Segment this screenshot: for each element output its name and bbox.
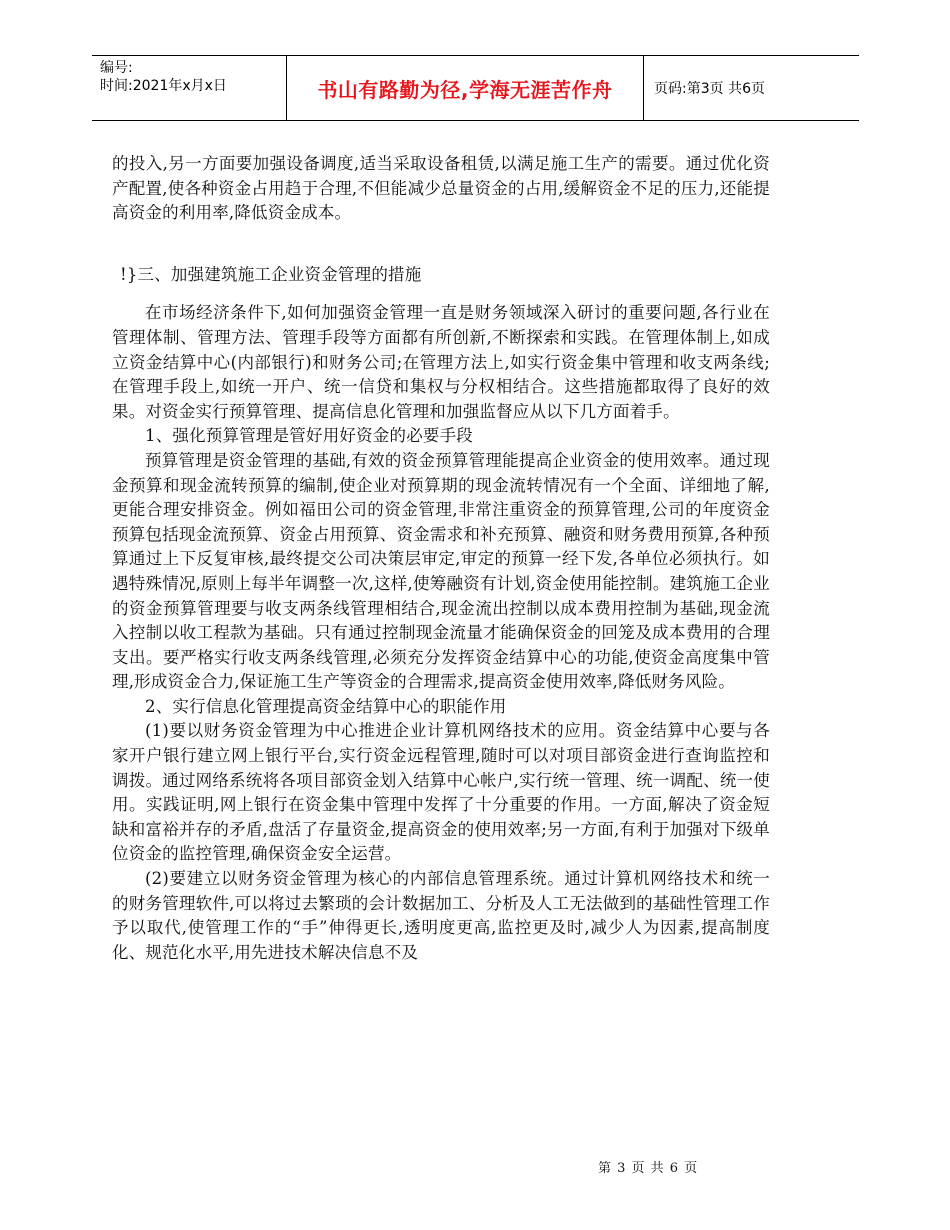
subheading-budget: 1、强化预算管理是管好用好资金的必要手段 — [145, 426, 473, 446]
header-meta — [92, 56, 286, 120]
document-time-label: 时间:2021年x月x日 — [100, 78, 227, 94]
document-body — [112, 152, 770, 965]
paragraph-network: (1)要以财务资金管理为中心推进企业计算机网络技术的应用。资金结算中心要与各家开户银行建立网上银行平台,实行资金远程管理,随时可以对项目部资金进行查询监控和调拨。通过网络系统将各项目部资金划入结算中心帐户,实行统一管理、统一调配、统一使用。实践证明,网上银行在资金集中管理中发挥了十分重要的作用。一方面,解决了资金短缺和富裕并存的矛盾,盘活了存量资金,提高资金的使用效率;另一方面,有利于加强对下级单位资金的监控管理,确保资金安全运营。 — [112, 721, 770, 864]
paragraph-intro: 在市场经济条件下,如何加强资金管理一直是财务领域深入研讨的重要问题,各行业在管理体制、管理方法、管理手段等方面都有所创新,不断探索和实践。在管理体制上,如成立资金结算中心(内部银行)和财务公司;在管理方法上,如实行资金集中管理和收支两条线;在管理手段上,如统一开户、统一信贷和集权与分权相结合。这些措施都取得了良好的效果。对资金实行预算管理、提高信息化管理和加强监督应从以下几方面着手。 — [112, 303, 770, 421]
section-heading: !}三、加强建筑施工企业资金管理的措施 — [120, 264, 422, 284]
document-number-label: 编号: — [100, 60, 133, 76]
page-header — [92, 55, 859, 121]
header-motto: 书山有路勤为径,学海无涯苦作舟 — [286, 56, 644, 120]
paragraph-continuation: 的投入,另一方面要加强设备调度,适当采取设备租赁,以满足施工生产的需要。通过优化资产配置,使各种资金占用趋于合理,不但能减少总量资金的占用,缓解资金不足的压力,还能提高资金的利用率,降低资金成本。 — [112, 154, 770, 223]
page-footer: 第 3 页 共 6 页 — [598, 1161, 699, 1176]
paragraph-info-system: (2)要建立以财务资金管理为核心的内部信息管理系统。通过计算机网络技术和统一的财务管理软件,可以将过去繁琐的会计数据加工、分析及人工无法做到的基础性管理工作予以取代,使管理工作的“手”伸得更长,透明度更高,监控更及时,减少人为因素,提高制度化、规范化水平,用先进技术解决信息不及 — [112, 869, 770, 962]
paragraph-budget: 预算管理是资金管理的基础,有效的资金预算管理能提高企业资金的使用效率。通过现金预算和现金流转预算的编制,使企业对预算期的现金流转情况有一个全面、详细地了解,更能合理安排资金。例如福田公司的资金管理,非常注重资金的预算管理,公司的年度资金预算包括现金流预算、资金占用预算、资金需求和补充预算、融资和财务费用预算,各种预算通过上下反复审核,最终提交公司决策层审定,审定的预算一经下发,各单位必须执行。如遇特殊情况,原则上每半年调整一次,这样,使筹融资有计划,资金使用能控制。建筑施工企业的资金预算管理要与收支两条线管理相结合,现金流出控制以成本费用控制为基础,现金流入控制以收工程款为基础。只有通过控制现金流量才能确保资金的回笼及成本费用的合理支出。要严格实行收支两条线管理,必须充分发挥资金结算中心的功能,使资金高度集中管理,形成资金合力,保证施工生产等资金的合理需求,提高资金使用效率,降低财务风险。 — [112, 450, 770, 692]
header-page-number: 页码:第3页 共6页 — [654, 81, 765, 97]
subheading-informatization: 2、实行信息化管理提高资金结算中心的职能作用 — [145, 696, 507, 716]
